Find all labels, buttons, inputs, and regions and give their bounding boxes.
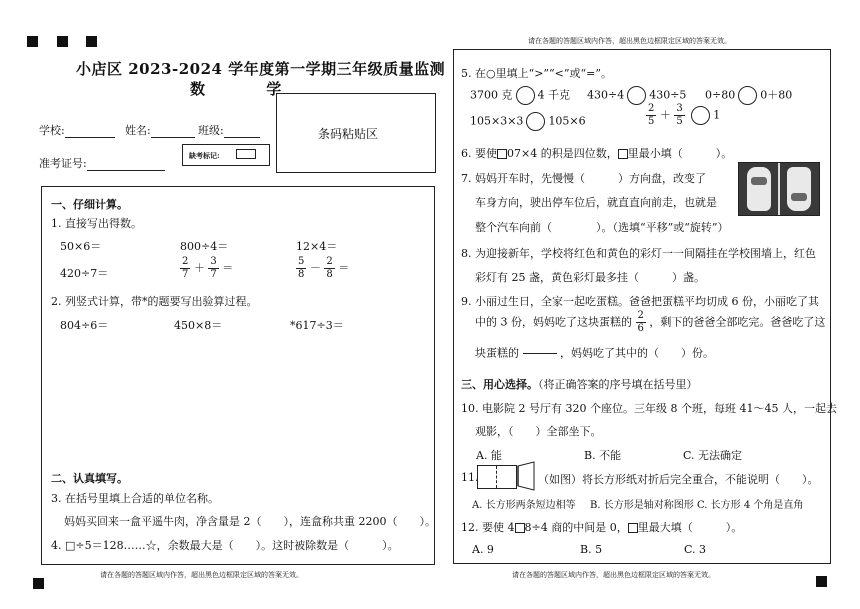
fraction: $\frac{3}{7}$ (210, 256, 217, 280)
question-1-title: 1. 直接写出得数。 (51, 217, 142, 230)
class-label: 班级: (198, 124, 224, 137)
section-3-title: 三、用心选择。 (461, 378, 538, 391)
question-7-line-3: 整个汽车向前（ ）。（选填“平移”或“旋转”） (475, 221, 729, 234)
question-7-line-1: 7. 妈妈开车时，先慢慢（ ）方向盘，改变了 (461, 172, 706, 185)
parking-illustration (738, 162, 820, 216)
calc-item: 50×6＝ (60, 240, 102, 253)
fold-line (496, 466, 497, 488)
folded-paper-icon (516, 460, 536, 492)
registration-mark (33, 578, 44, 589)
section-2-title: 二、认真填写。 (51, 472, 128, 485)
exam-title: 小店区 2023-2024 学年度第一学期三年级质量监测 (76, 60, 446, 78)
question-5-row-1: 0÷80 0＋80 (705, 86, 792, 105)
section-1-title: 一、仔细计算。 (51, 198, 128, 211)
question-11-text: （如图）将长方形纸对折后完全重合，不能说明（ ）。 (538, 473, 819, 486)
question-4-text: 4. □÷5＝128……☆，余数最大是（ ）。这时被除数是（ ）。 (51, 539, 399, 552)
car-icon (787, 167, 811, 211)
registration-mark (57, 36, 68, 47)
vertical-calc-item: *617÷3＝ (290, 319, 344, 332)
compare-circle[interactable] (627, 86, 646, 105)
school-line (65, 127, 115, 138)
school-field[interactable] (39, 122, 115, 138)
option: A. 能 (476, 449, 502, 462)
question-8-line-2: 彩灯有 25 盏，黄色彩灯最多挂（ ）盏。 (475, 271, 705, 284)
registration-mark (86, 36, 97, 47)
name-line (151, 127, 195, 138)
name-field[interactable] (125, 122, 195, 138)
exam-no-line (87, 160, 165, 171)
option: C. 长方形 4 个角是直角 (697, 500, 804, 511)
car-windshield (791, 193, 807, 201)
question-6-text: 6. 要使 07×4 的积是四位数， 里最小填（ ）。 (461, 147, 733, 160)
question-10-line-2: 观影，（ ）全部坐下。 (475, 425, 602, 438)
fraction: $\frac{2}{6}$ (637, 310, 644, 334)
question-5-row-2: $\frac{2}{5}$ ＋ $\frac{3}{5}$ 1 (648, 103, 721, 127)
question-9-line-3: 块蛋糕的 ，妈妈吃了其中的（ ）份。 (475, 341, 714, 366)
exam-no-label: 准考证号: (39, 157, 87, 170)
blank-square-icon (618, 149, 628, 159)
registration-mark (27, 36, 38, 47)
footer-notice-left: 请在各题的答题区域内作答，超出黑色边框限定区域的答案无效。 (100, 571, 303, 579)
name-label: 姓名: (125, 124, 151, 137)
rectangle-figure (477, 465, 517, 489)
option: B. 不能 (584, 449, 622, 462)
school-label: 学校: (39, 124, 65, 137)
absent-mark-checkbox[interactable] (236, 149, 256, 159)
question-3-text: 妈妈买回来一盒平遥牛肉，净含量是 2（ ），连盒称共重 2200（ ）。 (64, 515, 436, 528)
fraction: $\frac{2}{7}$ (182, 256, 189, 280)
option: B. 长方形是轴对称图形 (590, 500, 694, 511)
vertical-calc-item: 804÷6＝ (60, 319, 109, 332)
option: A. 长方形两条短边相等 (472, 500, 576, 511)
calc-item: 420÷7＝ (60, 267, 109, 280)
barcode-label: 条码粘贴区 (318, 127, 379, 141)
calc-item: 12×4＝ (296, 240, 338, 253)
car-icon (747, 167, 771, 211)
compare-circle[interactable] (516, 86, 535, 105)
question-9-line-2: 中的 3 份，妈妈吃了这块蛋糕的 $\frac{2}{6}$ ，剩下的爸爸全部吃完。爸爸吃了这 (475, 310, 826, 334)
absent-mark-label: 缺考标记: (189, 151, 220, 160)
parking-line (778, 163, 780, 215)
fraction: $\frac{3}{5}$ (676, 103, 683, 127)
subject-title: 数 学 (190, 80, 310, 98)
calc-item: 800÷4＝ (180, 240, 229, 253)
class-line (224, 127, 260, 138)
car-windshield (751, 177, 767, 185)
fraction: $\frac{2}{5}$ (648, 103, 655, 127)
exam-no-field[interactable] (39, 155, 165, 171)
question-8-line-1: 8. 为迎接新年，学校将红色和黄色的彩灯一一间隔挂在学校围墙上，红色 (461, 247, 816, 260)
blank-square-icon (628, 523, 638, 533)
option: B. 5 (580, 543, 603, 556)
option: A. 9 (472, 543, 494, 556)
question-3-title: 3. 在括号里填上合适的单位名称。 (51, 492, 219, 505)
blank-square-icon (497, 149, 507, 159)
question-2-title: 2. 列竖式计算，带*的题要写出验算过程。 (51, 295, 258, 308)
option: C. 3 (684, 543, 707, 556)
compare-circle[interactable] (738, 86, 757, 105)
option: C. 无法确定 (683, 449, 743, 462)
compare-circle[interactable] (526, 112, 545, 131)
footer-notice-right: 请在各题的答题区域内作答，超出黑色边框限定区域的答案无效。 (512, 571, 715, 579)
question-5-title: 5. 在○里填上“>”“<”或“=”。 (461, 67, 612, 80)
question-5-row-1: 430÷4 430÷5 (587, 86, 686, 105)
question-5-row-2: 105×3×3 105×6 (470, 112, 586, 131)
question-5-row-1: 3700 克 4 千克 (470, 86, 570, 105)
fraction-calc-item: $\frac{5}{8}$ － $\frac{2}{8}$ ＝ (298, 256, 350, 280)
question-10-line-1: 10. 电影院 2 号厅有 320 个座位。三年级 8 个班，每班 41～45 人，一起去 (461, 402, 837, 415)
blank-square-icon (515, 523, 525, 533)
compare-circle[interactable] (691, 106, 710, 125)
fraction: $\frac{5}{8}$ (298, 256, 305, 280)
question-7-line-2: 车身方向，驶出停车位后，就直直向前走，也就是 (475, 196, 717, 209)
section-3-heading (461, 376, 698, 392)
question-11-number: 11. (461, 471, 479, 484)
answer-fraction-blank[interactable] (523, 341, 557, 366)
fraction: $\frac{2}{8}$ (326, 256, 333, 280)
header-notice-right: 请在各题的答题区域内作答，超出黑色边框限定区域的答案无效。 (528, 37, 731, 45)
fraction-calc-item: $\frac{2}{7}$ ＋ $\frac{3}{7}$ ＝ (182, 256, 234, 280)
question-9-line-1: 9. 小丽过生日，全家一起吃蛋糕。爸爸把蛋糕平均切成 6 份，小丽吃了其 (461, 295, 819, 308)
vertical-calc-item: 450×8＝ (174, 319, 223, 332)
question-12-text: 12. 要使 4 8÷4 商的中间是 0， 里最大填（ ）。 (461, 521, 743, 534)
class-field[interactable] (198, 122, 260, 138)
registration-mark (816, 576, 827, 587)
section-3-note: （将正确答案的序号填在括号里） (538, 378, 698, 391)
